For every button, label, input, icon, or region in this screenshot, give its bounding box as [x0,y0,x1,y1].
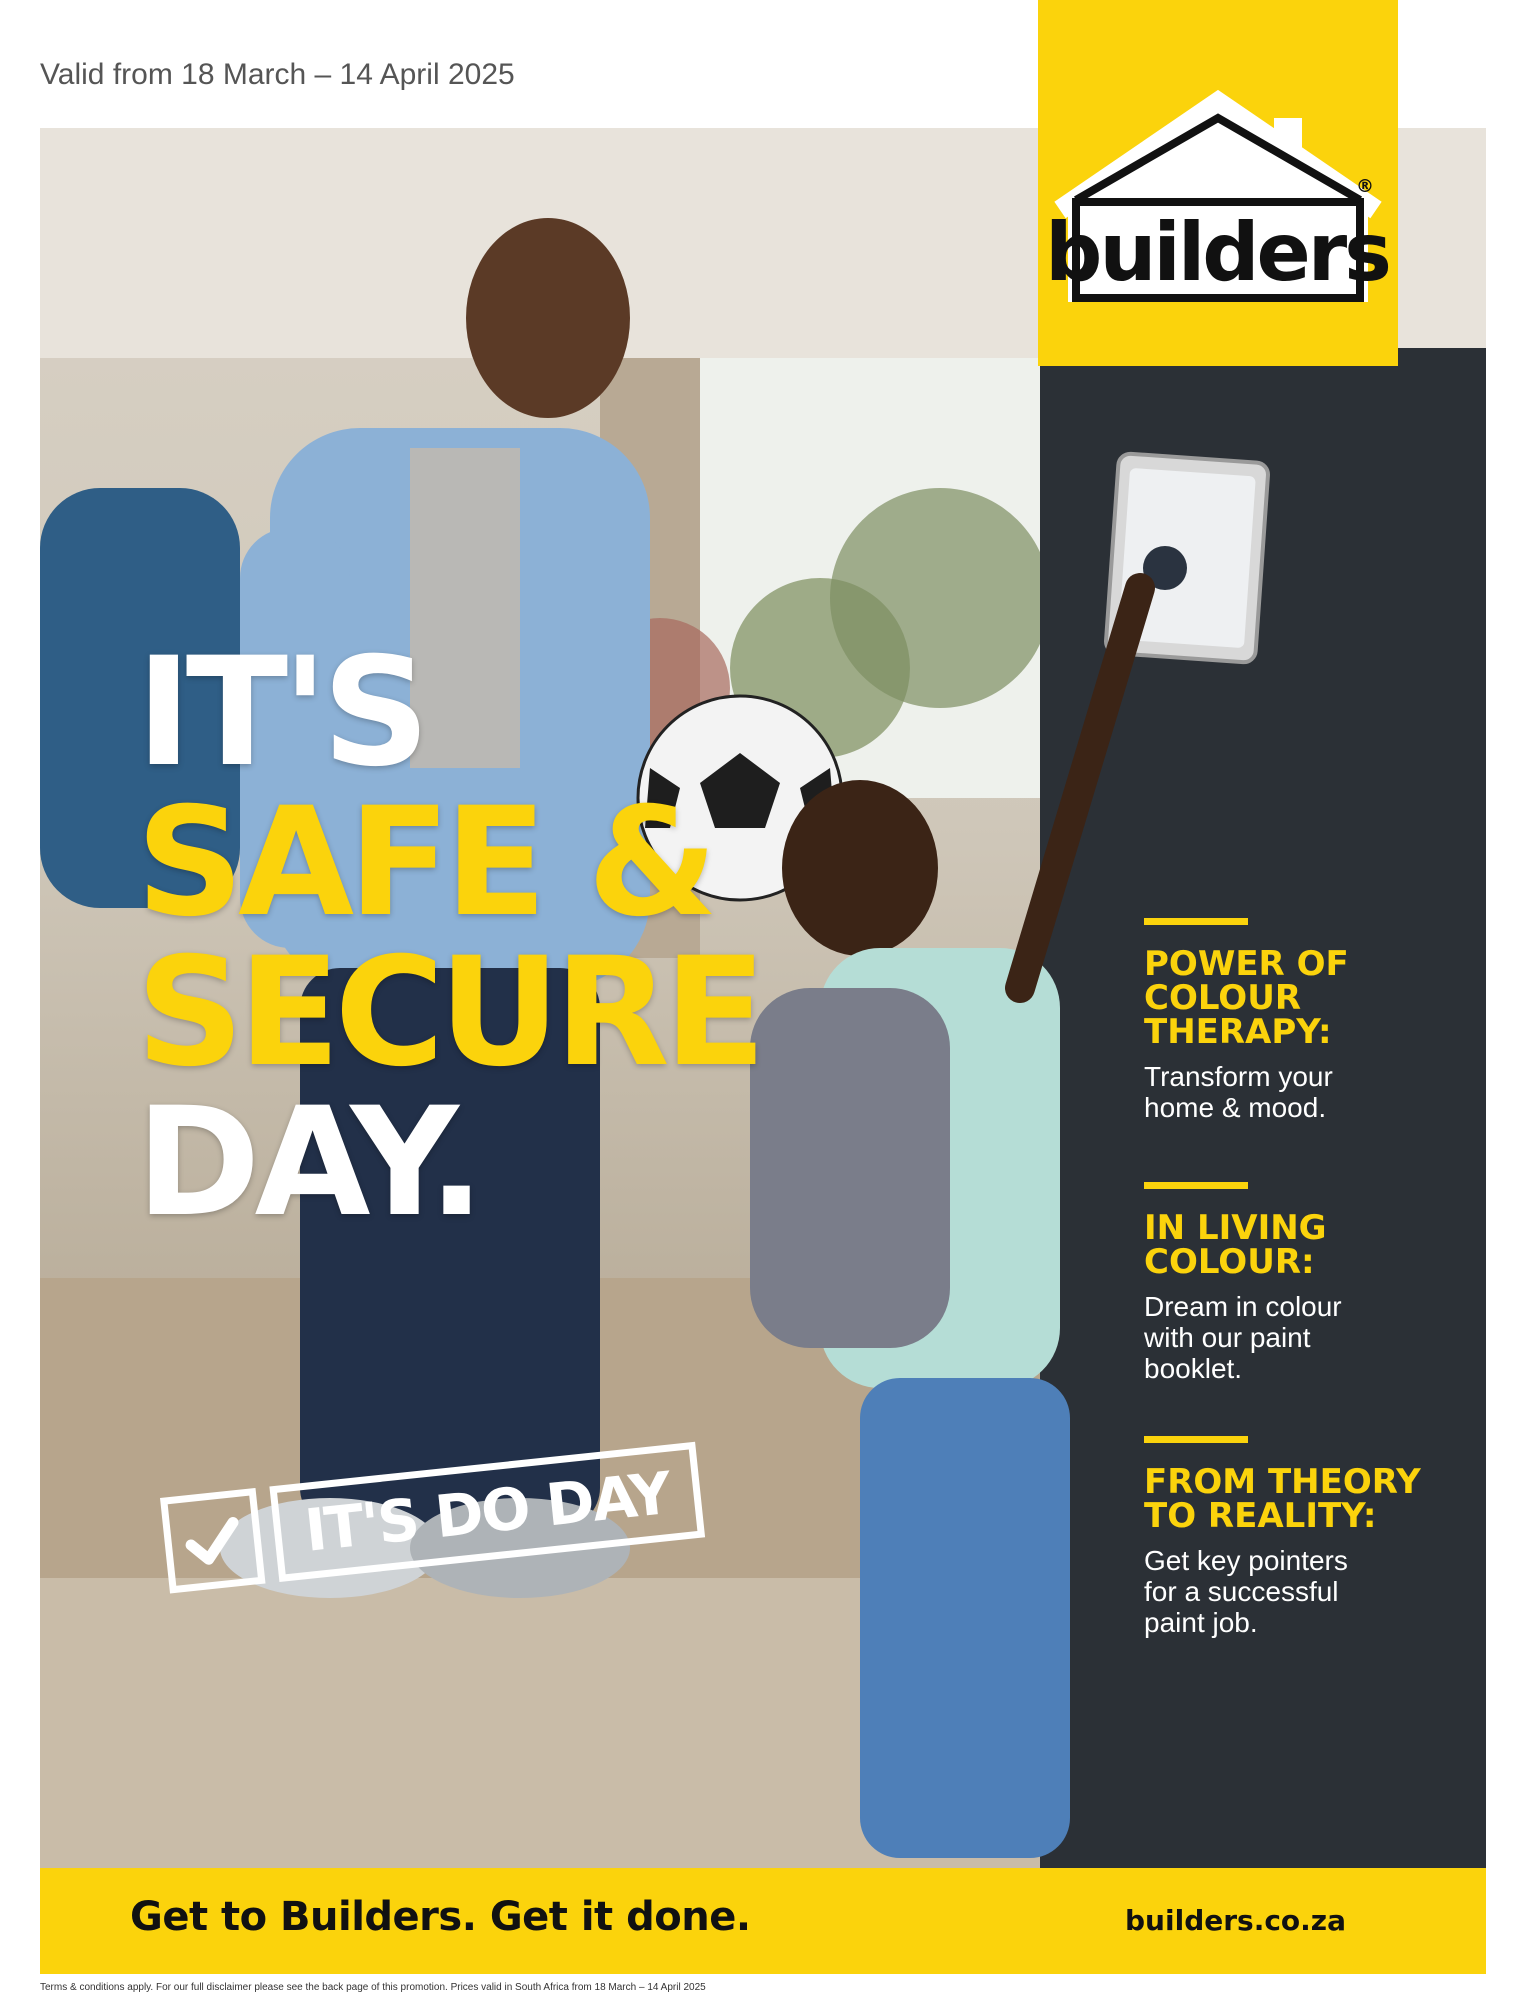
footer-tagline: Get to Builders. Get it done. [130,1894,751,1940]
feature-description: Transform your home & mood. [1144,1061,1333,1123]
brand-name: builders [1045,205,1389,299]
feature-divider [1144,918,1248,925]
feature-description: Get key pointers for a successful paint job. [1144,1545,1348,1638]
registered-mark: ® [1356,176,1374,197]
feature-colour-therapy [1144,918,1474,1123]
headline-line-4: DAY. [136,1076,480,1250]
headline-line-3: SECURE [136,926,761,1100]
feature-theory-to-reality [1144,1436,1474,1638]
feature-title: FROM THEORY TO REALITY: [1144,1462,1421,1536]
headline-line-1: IT'S [136,626,425,800]
feature-divider [1144,1182,1248,1189]
feature-divider [1144,1436,1248,1443]
feature-description: Dream in colour with our paint booklet. [1144,1291,1342,1384]
headline [136,626,761,1250]
validity-date: Valid from 18 March – 14 April 2025 [40,58,515,91]
builders-logo [1038,0,1398,366]
footer-band [40,1868,1486,1974]
feature-title: IN LIVING COLOUR: [1144,1208,1327,1282]
feature-living-colour [1144,1182,1474,1384]
feature-title: POWER OF COLOUR THERAPY: [1144,944,1349,1052]
website-link[interactable]: builders.co.za [1125,1904,1346,1937]
terms-disclaimer: Terms & conditions apply. For our full disclaimer please see the back page of this promotion. Prices valid in South Africa from 18 March – 14 April 2025 [40,1982,706,1993]
checkmark-icon [160,1488,266,1594]
headline-line-2: SAFE & [136,776,713,950]
do-day-label: IT'S DO DAY [269,1442,705,1582]
house-roof-icon [1038,0,1398,366]
